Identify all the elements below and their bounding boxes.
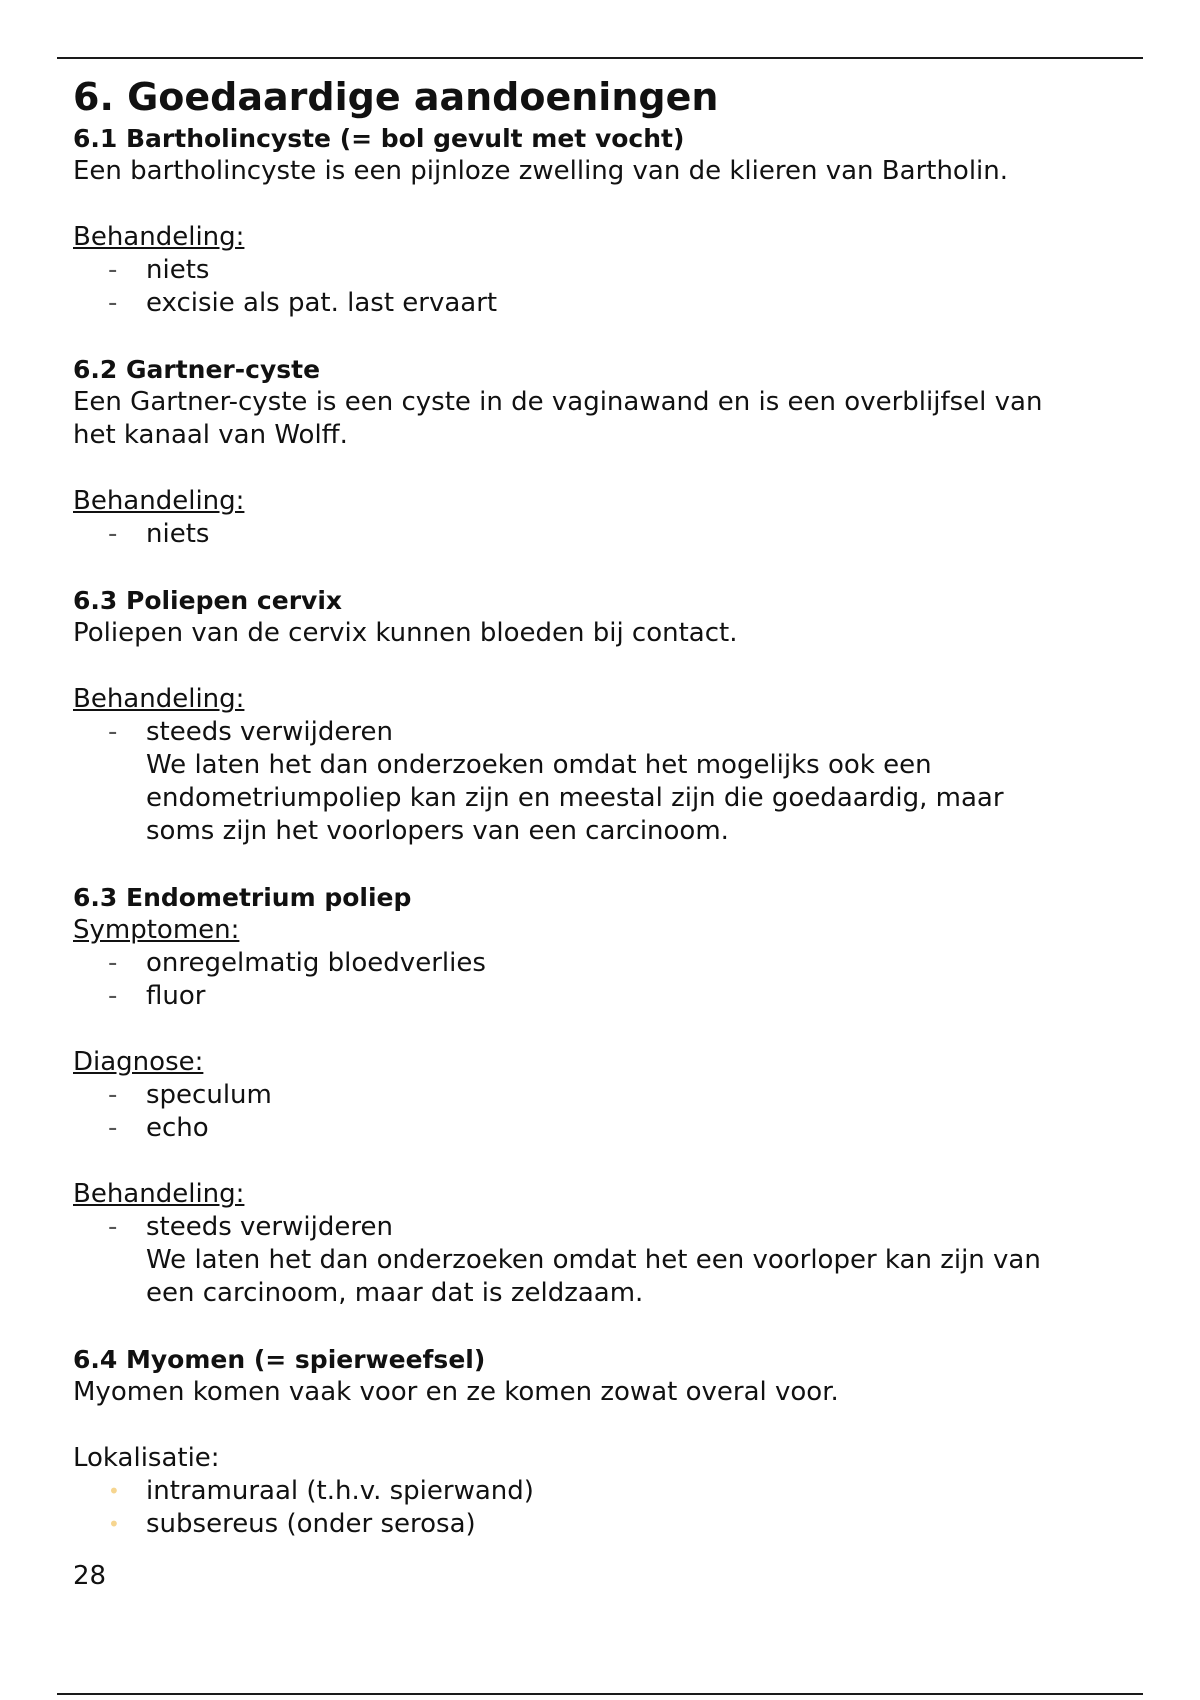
symptoms-label: Symptomen: — [73, 915, 240, 945]
list-item: - fluor — [108, 981, 206, 1011]
treatment-label: Behandeling: — [73, 684, 245, 714]
diagnosis-label: Diagnose: — [73, 1047, 204, 1077]
treatment-list — [73, 1211, 1143, 1310]
paragraph-line: Een Gartner-cyste is een cyste in de vaginawand en is een overblijfsel van — [73, 387, 1043, 417]
bullet-icon: • — [108, 1512, 120, 1536]
page-number: 28 — [73, 1561, 107, 1591]
treatment-list — [73, 518, 1143, 551]
list-note: soms zijn het voorlopers van een carcinoom. — [146, 816, 729, 846]
localization-label: Lokalisatie: — [73, 1443, 220, 1473]
diagnosis-list — [73, 1079, 1143, 1145]
treatment-label: Behandeling: — [73, 1179, 245, 1209]
section-heading-myomen: 6.4 Myomen (= spierweefsel) — [73, 1345, 486, 1374]
list-note: We laten het dan onderzoeken omdat het een voorloper kan zijn van — [146, 1245, 1041, 1275]
list-item: - speculum — [108, 1080, 272, 1110]
list-item: - echo — [108, 1113, 209, 1143]
paragraph: Poliepen van de cervix kunnen bloeden bij contact. — [73, 618, 738, 648]
section-heading-poliepen-cervix: 6.3 Poliepen cervix — [73, 586, 343, 615]
bottom-rule — [57, 1693, 1143, 1695]
treatment-list — [73, 254, 1143, 320]
symptoms-list — [73, 947, 1143, 1013]
list-item: • intramuraal (t.h.v. spierwand) — [108, 1476, 534, 1506]
paragraph-line: het kanaal van Wolff. — [73, 420, 348, 450]
list-note: endometriumpoliep kan zijn en meestal zijn die goedaardig, maar — [146, 783, 1004, 813]
list-item: - steeds verwijderen — [108, 717, 393, 747]
top-rule — [57, 57, 1143, 59]
treatment-label: Behandeling: — [73, 486, 245, 516]
list-note: We laten het dan onderzoeken omdat het mogelijks ook een — [146, 750, 932, 780]
list-item: - niets — [108, 519, 210, 549]
document-content — [73, 72, 1143, 1541]
list-item: - steeds verwijderen — [108, 1212, 393, 1242]
section-heading-endometrium-poliep: 6.3 Endometrium poliep — [73, 883, 412, 912]
list-item: • subsereus (onder serosa) — [108, 1509, 476, 1539]
bullet-icon: • — [108, 1479, 120, 1503]
paragraph: Myomen komen vaak voor en ze komen zowat overal voor. — [73, 1377, 839, 1407]
treatment-list — [73, 716, 1143, 848]
list-item: - onregelmatig bloedverlies — [108, 948, 486, 978]
paragraph: Een bartholincyste is een pijnloze zwelling van de klieren van Bartholin. — [73, 156, 1009, 186]
list-item: - niets — [108, 255, 210, 285]
treatment-label: Behandeling: — [73, 222, 245, 252]
list-note: een carcinoom, maar dat is zeldzaam. — [146, 1278, 644, 1308]
list-item: - excisie als pat. last ervaart — [108, 288, 498, 318]
section-heading-gartner-cyste: 6.2 Gartner-cyste — [73, 355, 321, 384]
section-heading-bartholincyste: 6.1 Bartholincyste (= bol gevult met vocht) — [73, 124, 685, 153]
chapter-title: 6. Goedaardige aandoeningen — [73, 75, 719, 119]
localization-list — [73, 1475, 1143, 1541]
